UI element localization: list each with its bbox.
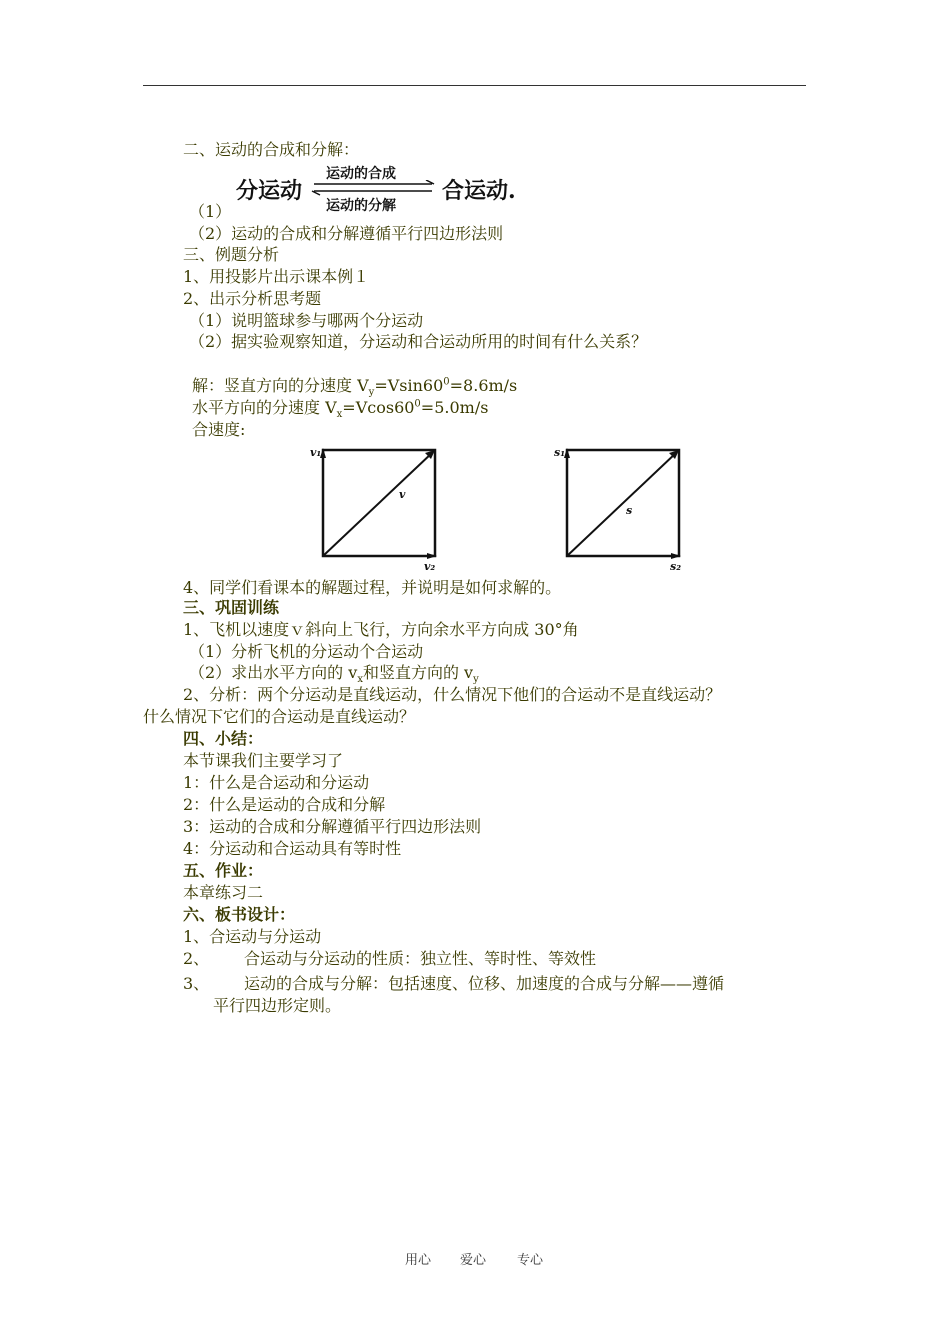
section5-title: 五、作业： <box>183 861 264 880</box>
sol1-sup: 0 <box>443 376 450 388</box>
fig2-top-label: s₁ <box>554 446 566 459</box>
fig1-diag-label: v <box>399 488 406 501</box>
diagram-left: 分运动 <box>236 178 303 204</box>
section6-line2-text: 合运动与分运动的性质：独立性、等时性、等效性 <box>244 949 597 968</box>
sol2-post: =5.0m/s <box>420 398 489 417</box>
fig1-top-label: v₁ <box>310 446 322 459</box>
diagram-bottom-label: 运动的分解 <box>326 198 396 214</box>
velocity-figure <box>306 440 456 575</box>
summary-item: 2：什么是运动的合成和分解 <box>183 795 386 814</box>
solution-line3: 合速度: <box>192 420 246 439</box>
section3a-line3: （1）说明篮球参与哪两个分运动 <box>189 311 424 330</box>
sol2-mid: =Vcos60 <box>342 398 415 417</box>
section3b-line4: 2、分析：两个分运动是直线运动，什么情况下他们的合运动不是直线运动？ <box>183 685 722 704</box>
section6-line3-text: 运动的合成与分解：包括速度、位移、加速度的合成与分解——遵循 <box>244 974 725 993</box>
section3b-line5: 什么情况下它们的合运动是直线运动？ <box>143 707 416 726</box>
l3-mid: 和竖直方向的 v <box>362 663 474 682</box>
section3a-line1: 1、用投影片出示课本例１ <box>183 267 370 286</box>
sol1-mid: =Vsin60 <box>374 376 444 395</box>
l3-pre: （2）求出水平方向的 v <box>189 663 358 682</box>
section3b-line2: （1）分析飞机的分运动个合运动 <box>189 642 424 661</box>
step4-line: 4、同学们看课本的解题过程，并说明是如何求解的。 <box>183 578 562 597</box>
summary-item: 1：什么是合运动和分运动 <box>183 773 370 792</box>
section2-item1: （1） <box>189 202 232 221</box>
section6-line3-num: 3、 <box>183 974 210 993</box>
section4-title: 四、小结： <box>183 729 264 748</box>
double-arrow-icon <box>310 180 440 196</box>
section3a-line4: （2）据实验观察知道，分运动和合运动所用的时间有什么关系？ <box>189 332 648 351</box>
section2-item2: （2）运动的合成和分解遵循平行四边形法则 <box>189 224 504 243</box>
solution-line1 <box>192 376 518 399</box>
section6-title: 六、板书设计： <box>183 905 296 924</box>
sol2-sub: x <box>336 409 343 421</box>
solution-line2 <box>192 398 489 421</box>
l3-sub2: y <box>473 674 479 686</box>
section2-title: 二、运动的合成和分解： <box>183 140 360 159</box>
summary-item: 3：运动的合成和分解遵循平行四边形法则 <box>183 817 482 836</box>
footer-b: 爱心 <box>460 1253 487 1268</box>
diagram-right: 合运动. <box>442 178 516 204</box>
l3-sub1: x <box>357 674 363 686</box>
section3b-line3 <box>189 663 479 686</box>
section6-line2-num: 2、 <box>183 949 210 968</box>
section3a-line2: 2、出示分析思考题 <box>183 289 322 308</box>
footer-a: 用心 <box>405 1253 432 1268</box>
section5-content: 本章练习二 <box>183 883 264 902</box>
section3b-line1: 1、飞机以速度ｖ斜向上飞行，方向余水平方向成 30°角 <box>183 620 579 639</box>
fig2-bottom-label: s₂ <box>670 560 682 573</box>
fig2-diag-label: s <box>626 504 633 517</box>
footer-c: 专心 <box>517 1253 544 1268</box>
summary-item: 4：分运动和合运动具有等时性 <box>183 839 402 858</box>
section4-intro: 本节课我们主要学习了 <box>183 751 344 770</box>
sol2-sup: 0 <box>414 398 421 410</box>
sol1-sub: y <box>368 387 375 399</box>
sol1-pre: 解：竖直方向的分速度 V <box>192 376 369 395</box>
diagram-top-label: 运动的合成 <box>326 166 396 182</box>
fig1-bottom-label: v₂ <box>424 560 436 573</box>
sol1-post: =8.6m/s <box>449 376 518 395</box>
sol2-pre: 水平方向的分速度 V <box>192 398 337 417</box>
displacement-figure <box>550 440 700 575</box>
header-rule <box>143 85 806 86</box>
section3a-title: 三、例题分析 <box>183 245 280 264</box>
section3b-title: 三、巩固训练 <box>183 598 280 617</box>
section6-line1: 1、合运动与分运动 <box>183 927 322 946</box>
section6-line3-cont: 平行四边形定则。 <box>213 996 342 1015</box>
